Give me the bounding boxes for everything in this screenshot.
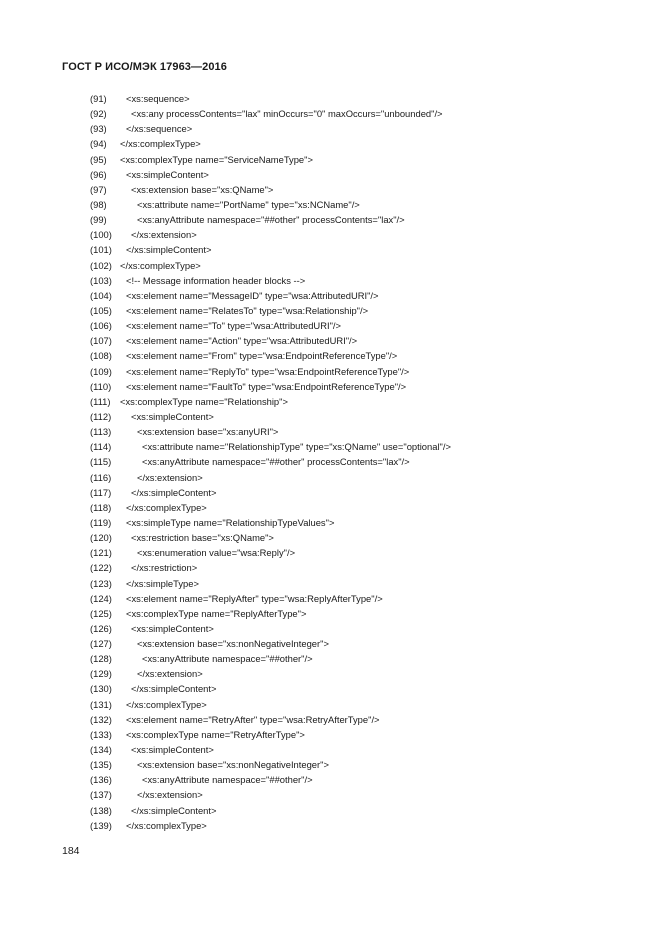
line-code: </xs:complexType> [126, 501, 207, 513]
line-number: (101) [90, 244, 112, 256]
line-number: (131) [90, 698, 112, 710]
code-line [0, 424, 661, 439]
line-code: <xs:element name="To" type="wsa:AttributedURI"/> [126, 320, 341, 332]
code-line [0, 409, 661, 424]
line-number: (134) [90, 744, 112, 756]
line-number: (139) [90, 819, 112, 831]
line-number: (138) [90, 804, 112, 816]
line-code: </xs:complexType> [120, 259, 201, 271]
line-number: (119) [90, 516, 112, 528]
line-code: <xs:sequence> [126, 93, 190, 104]
line-number: (104) [90, 289, 112, 301]
line-number: (112) [90, 410, 112, 422]
line-number: (93) [90, 123, 107, 135]
line-number: (114) [90, 441, 112, 453]
code-line [0, 394, 661, 409]
code-line [0, 197, 661, 212]
code-line [0, 121, 661, 136]
code-line [0, 439, 661, 454]
code-line [0, 379, 661, 394]
line-number: (118) [90, 501, 112, 513]
line-code: </xs:simpleContent> [126, 244, 212, 256]
code-line [0, 182, 661, 197]
code-line [0, 636, 661, 651]
code-line [0, 470, 661, 485]
line-code: <xs:anyAttribute namespace="##other"/> [142, 653, 313, 665]
line-code: <xs:attribute name="PortName" type="xs:NCName"/> [137, 198, 360, 210]
code-line [0, 712, 661, 727]
line-number: (132) [90, 713, 112, 725]
line-code: <xs:any processContents="lax" minOccurs="0" maxOccurs="unbounded"/> [131, 108, 443, 120]
line-number: (122) [90, 562, 112, 574]
line-code: <xs:element name="MessageID" type="wsa:AttributedURI"/> [126, 289, 379, 301]
line-code: <xs:extension base="xs:nonNegativeInteger"> [137, 759, 329, 771]
code-line [0, 727, 661, 742]
line-code: </xs:simpleContent> [131, 683, 217, 695]
line-code: </xs:restriction> [131, 562, 198, 574]
line-code: <xs:extension base="xs:anyURI"> [137, 426, 279, 438]
line-code: <xs:simpleContent> [126, 168, 209, 180]
line-code: <xs:enumeration value="wsa:Reply"/> [137, 547, 296, 559]
code-line [0, 485, 661, 500]
page-header-title: ГОСТ Р ИСО/МЭК 17963—2016 [62, 61, 227, 73]
line-number: (102) [90, 259, 112, 271]
line-code: <xs:attribute name="RelationshipType" type="xs:QName" use="optional"/> [142, 441, 451, 453]
line-code: </xs:extension> [137, 789, 203, 801]
line-code: <xs:simpleContent> [131, 622, 214, 634]
line-number: (116) [90, 471, 112, 483]
line-code: <!-- Message information header blocks --> [126, 274, 306, 286]
line-number: (130) [90, 683, 112, 695]
line-code: <xs:element name="RetryAfter" type="wsa:RetryAfterType"/> [126, 713, 380, 725]
line-number: (106) [90, 320, 112, 332]
line-number: (105) [90, 304, 112, 316]
code-line [0, 318, 661, 333]
line-number: (95) [90, 153, 107, 165]
code-line [0, 364, 661, 379]
line-number: (91) [90, 93, 107, 104]
code-line [0, 757, 661, 772]
line-code: </xs:simpleContent> [131, 804, 217, 816]
line-code: <xs:element name="RelatesTo" type="wsa:Relationship"/> [126, 304, 369, 316]
line-code: <xs:restriction base="xs:QName"> [131, 532, 274, 544]
code-line [0, 273, 661, 288]
code-line [0, 803, 661, 818]
line-code: </xs:extension> [137, 471, 203, 483]
line-code: <xs:complexType name="RetryAfterType"> [126, 728, 305, 740]
code-line [0, 152, 661, 167]
line-code: <xs:anyAttribute namespace="##other" processContents="lax"/> [137, 214, 405, 226]
line-number: (127) [90, 638, 112, 650]
line-number: (115) [90, 456, 112, 468]
line-number: (108) [90, 350, 112, 362]
line-code: </xs:simpleType> [126, 577, 199, 589]
line-code: </xs:simpleContent> [131, 486, 217, 498]
code-listing [0, 91, 661, 833]
code-line [0, 288, 661, 303]
code-line [0, 576, 661, 591]
code-line [0, 227, 661, 242]
code-line [0, 621, 661, 636]
code-line [0, 454, 661, 469]
line-code: <xs:anyAttribute namespace="##other" processContents="lax"/> [142, 456, 410, 468]
code-line [0, 500, 661, 515]
line-number: (100) [90, 229, 112, 241]
code-line [0, 515, 661, 530]
code-line [0, 303, 661, 318]
code-line [0, 212, 661, 227]
line-number: (125) [90, 607, 112, 619]
line-number: (123) [90, 577, 112, 589]
code-line [0, 560, 661, 575]
code-line [0, 772, 661, 787]
code-line [0, 348, 661, 363]
line-code: <xs:element name="From" type="wsa:EndpointReferenceType"/> [126, 350, 398, 362]
line-number: (121) [90, 547, 112, 559]
line-number: (111) [90, 395, 111, 407]
code-line [0, 242, 661, 257]
line-number: (110) [90, 380, 112, 392]
line-number: (113) [90, 426, 112, 438]
line-code: <xs:complexType name="ServiceNameType"> [120, 153, 313, 165]
line-number: (124) [90, 592, 112, 604]
line-number: (133) [90, 728, 112, 740]
line-code: <xs:simpleContent> [131, 410, 214, 422]
code-line [0, 333, 661, 348]
line-number: (137) [90, 789, 112, 801]
line-code: </xs:complexType> [126, 698, 207, 710]
code-line [0, 106, 661, 121]
line-code: <xs:element name="Action" type="wsa:AttributedURI"/> [126, 335, 358, 347]
line-number: (92) [90, 108, 107, 120]
code-line [0, 681, 661, 696]
line-code: </xs:complexType> [126, 819, 207, 831]
line-number: (129) [90, 668, 112, 680]
line-number: (94) [90, 138, 107, 150]
code-line [0, 606, 661, 621]
line-number: (109) [90, 365, 112, 377]
line-code: </xs:complexType> [120, 138, 201, 150]
line-code: <xs:element name="ReplyTo" type="wsa:EndpointReferenceType"/> [126, 365, 410, 377]
line-code: <xs:element name="ReplyAfter" type="wsa:ReplyAfterType"/> [126, 592, 383, 604]
line-number: (99) [90, 214, 107, 226]
code-line [0, 530, 661, 545]
line-code: <xs:element name="FaultTo" type="wsa:EndpointReferenceType"/> [126, 380, 407, 392]
code-line [0, 697, 661, 712]
line-number: (107) [90, 335, 112, 347]
line-number: (98) [90, 198, 107, 210]
code-line [0, 136, 661, 151]
code-line [0, 591, 661, 606]
code-line [0, 258, 661, 273]
line-code: <xs:extension base="xs:QName"> [131, 183, 274, 195]
line-number: (117) [90, 486, 112, 498]
line-number: (136) [90, 774, 112, 786]
line-code: <xs:anyAttribute namespace="##other"/> [142, 774, 313, 786]
line-number: (128) [90, 653, 112, 665]
line-code: <xs:complexType name="ReplyAfterType"> [126, 607, 307, 619]
code-line [0, 545, 661, 560]
line-number: (96) [90, 168, 107, 180]
page-number: 184 [62, 845, 80, 857]
line-code: <xs:extension base="xs:nonNegativeInteger"> [137, 638, 329, 650]
code-line [0, 742, 661, 757]
code-line [0, 91, 661, 106]
line-number: (103) [90, 274, 112, 286]
line-code: <xs:simpleContent> [131, 744, 214, 756]
line-code: </xs:extension> [131, 229, 197, 241]
line-number: (120) [90, 532, 112, 544]
line-code: </xs:extension> [137, 668, 203, 680]
line-code: </xs:sequence> [126, 123, 193, 135]
code-line [0, 651, 661, 666]
code-line [0, 818, 661, 833]
line-code: <xs:simpleType name="RelationshipTypeValues"> [126, 516, 335, 528]
line-number: (126) [90, 622, 112, 634]
line-code: <xs:complexType name="Relationship"> [120, 395, 288, 407]
code-line [0, 787, 661, 802]
code-line [0, 167, 661, 182]
code-line [0, 666, 661, 681]
line-number: (135) [90, 759, 112, 771]
line-number: (97) [90, 183, 107, 195]
